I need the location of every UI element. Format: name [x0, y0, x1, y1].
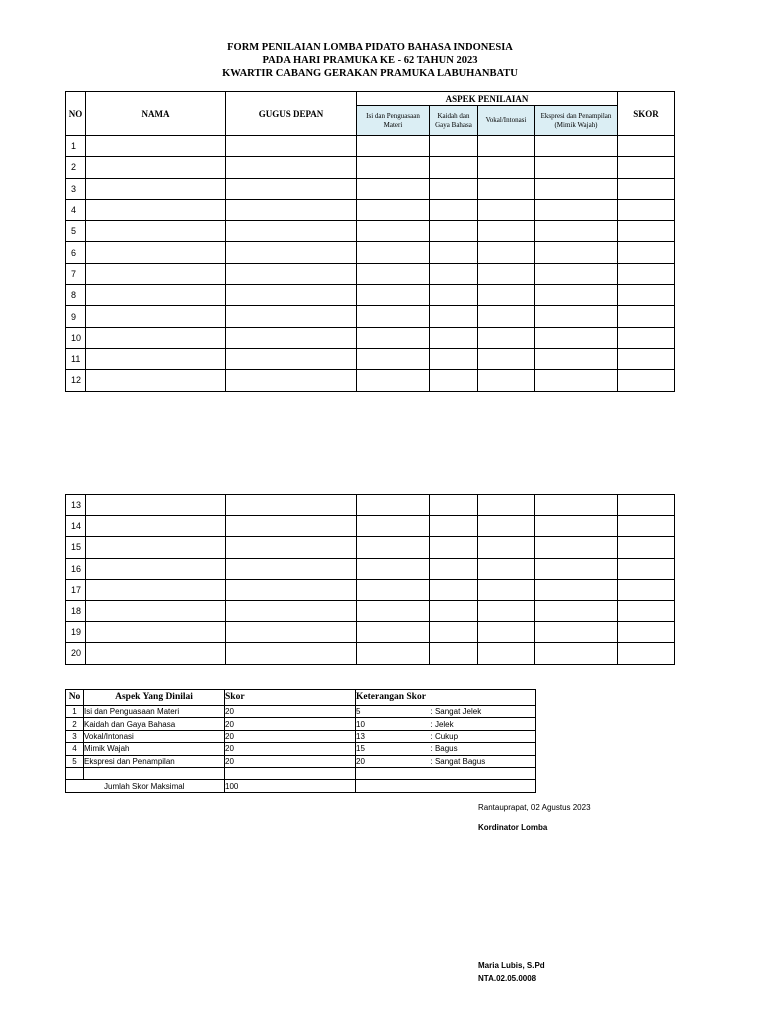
table-body-part2 — [66, 495, 675, 665]
gugus-depan-cell[interactable] — [226, 558, 357, 579]
row-no: 2 — [66, 157, 86, 178]
score-row-no: 2 — [66, 718, 84, 730]
aspek-4-cell[interactable] — [535, 495, 618, 516]
table-row — [66, 242, 675, 263]
aspek-3-cell[interactable] — [478, 136, 535, 157]
aspek-2-cell[interactable] — [430, 370, 478, 391]
score-header-no: No — [66, 690, 84, 706]
table-row — [66, 600, 675, 621]
nama-cell[interactable] — [86, 242, 226, 263]
score-row — [66, 730, 536, 742]
aspek-3-cell[interactable] — [478, 622, 535, 643]
score-row — [66, 755, 536, 767]
place-date: Rantauprapat, 02 Agustus 2023 — [478, 803, 591, 812]
header-aspek-3: Vokal/Intonasi — [478, 106, 535, 136]
aspek-4-cell[interactable] — [535, 136, 618, 157]
skor-cell[interactable] — [618, 622, 675, 643]
nama-cell[interactable] — [86, 199, 226, 220]
aspek-3-cell[interactable] — [478, 370, 535, 391]
skor-cell[interactable] — [618, 643, 675, 664]
total-value: 100 — [225, 780, 356, 792]
gugus-depan-cell[interactable] — [226, 285, 357, 306]
score-header-skor: Skor — [225, 690, 356, 706]
skor-cell[interactable] — [618, 327, 675, 348]
score-header-keterangan-blank — [431, 690, 536, 706]
form-title — [150, 41, 590, 80]
score-row-skor: 20 — [225, 706, 356, 718]
aspek-3-cell[interactable] — [478, 558, 535, 579]
score-row-aspek: Mimik Wajah — [84, 743, 225, 755]
aspek-1-cell[interactable] — [357, 558, 430, 579]
header-aspek-2: Kaidah dan Gaya Bahasa — [430, 106, 478, 136]
aspek-1-cell[interactable] — [357, 622, 430, 643]
row-no: 15 — [66, 537, 86, 558]
gugus-depan-cell[interactable] — [226, 348, 357, 369]
aspek-2-cell[interactable] — [430, 495, 478, 516]
table-row — [66, 157, 675, 178]
score-rows — [66, 706, 536, 768]
aspek-4-cell[interactable] — [535, 370, 618, 391]
aspek-1-cell[interactable] — [357, 370, 430, 391]
gugus-depan-cell[interactable] — [226, 327, 357, 348]
aspek-2-cell[interactable] — [430, 558, 478, 579]
skor-cell[interactable] — [618, 579, 675, 600]
aspek-2-cell[interactable] — [430, 221, 478, 242]
aspek-2-cell[interactable] — [430, 579, 478, 600]
aspek-2-cell[interactable] — [430, 516, 478, 537]
gugus-depan-cell[interactable] — [226, 242, 357, 263]
aspek-4-cell[interactable] — [535, 516, 618, 537]
score-row-nilai: 15 — [356, 743, 431, 755]
gugus-depan-cell[interactable] — [226, 370, 357, 391]
aspek-3-cell[interactable] — [478, 199, 535, 220]
gugus-depan-cell[interactable] — [226, 157, 357, 178]
nama-cell[interactable] — [86, 136, 226, 157]
score-row-no: 4 — [66, 743, 84, 755]
score-row-aspek: Ekspresi dan Penampilan — [84, 755, 225, 767]
aspek-2-cell[interactable] — [430, 537, 478, 558]
nama-cell[interactable] — [86, 579, 226, 600]
table-row — [66, 537, 675, 558]
aspek-4-cell[interactable] — [535, 221, 618, 242]
gugus-depan-cell[interactable] — [226, 178, 357, 199]
aspek-3-cell[interactable] — [478, 285, 535, 306]
aspek-3-cell[interactable] — [478, 600, 535, 621]
aspek-3-cell[interactable] — [478, 327, 535, 348]
aspek-3-cell[interactable] — [478, 643, 535, 664]
table-row — [66, 136, 675, 157]
skor-cell[interactable] — [618, 306, 675, 327]
row-no: 18 — [66, 600, 86, 621]
gugus-depan-cell[interactable] — [226, 221, 357, 242]
score-blank-cell — [225, 767, 356, 779]
nama-cell[interactable] — [86, 495, 226, 516]
skor-cell[interactable] — [618, 516, 675, 537]
row-no: 14 — [66, 516, 86, 537]
row-no: 13 — [66, 495, 86, 516]
aspek-2-cell[interactable] — [430, 285, 478, 306]
score-blank-cell — [84, 767, 225, 779]
total-label: Jumlah Skor Maksimal — [66, 780, 225, 792]
score-row-aspek: Kaidah dan Gaya Bahasa — [84, 718, 225, 730]
aspek-2-cell[interactable] — [430, 622, 478, 643]
score-row-skor: 20 — [225, 718, 356, 730]
aspek-4-cell[interactable] — [535, 285, 618, 306]
nama-cell[interactable] — [86, 221, 226, 242]
header-gugus-depan: GUGUS DEPAN — [226, 92, 357, 136]
aspek-2-cell[interactable] — [430, 178, 478, 199]
aspek-3-cell[interactable] — [478, 221, 535, 242]
nama-cell[interactable] — [86, 643, 226, 664]
aspek-1-cell[interactable] — [357, 348, 430, 369]
skor-cell[interactable] — [618, 348, 675, 369]
score-header-keterangan: Keterangan Skor — [356, 690, 431, 706]
aspek-1-cell[interactable] — [357, 600, 430, 621]
aspek-4-cell[interactable] — [535, 558, 618, 579]
score-blank-cell — [356, 767, 431, 779]
coordinator-role: Kordinator Lomba — [478, 823, 548, 832]
skor-cell[interactable] — [618, 263, 675, 284]
score-row — [66, 706, 536, 718]
aspek-1-cell[interactable] — [357, 643, 430, 664]
row-no: 7 — [66, 263, 86, 284]
skor-cell[interactable] — [618, 157, 675, 178]
aspek-3-cell[interactable] — [478, 516, 535, 537]
table-row — [66, 199, 675, 220]
score-row-skor: 20 — [225, 730, 356, 742]
header-aspek-4: Ekspresi dan Penampilan (Mimik Wajah) — [535, 106, 618, 136]
score-row-no: 5 — [66, 755, 84, 767]
score-reference-table — [65, 689, 536, 793]
score-header-aspek: Aspek Yang Dinilai — [84, 690, 225, 706]
aspek-1-cell[interactable] — [357, 136, 430, 157]
nama-cell[interactable] — [86, 558, 226, 579]
aspek-3-cell[interactable] — [478, 157, 535, 178]
score-blank-cell — [431, 767, 536, 779]
aspek-3-cell[interactable] — [478, 537, 535, 558]
table-row — [66, 178, 675, 199]
aspek-4-cell[interactable] — [535, 600, 618, 621]
row-no: 20 — [66, 643, 86, 664]
aspek-4-cell[interactable] — [535, 242, 618, 263]
assessment-table-continued — [65, 494, 675, 665]
table-row — [66, 558, 675, 579]
table-row — [66, 370, 675, 391]
aspek-2-cell[interactable] — [430, 157, 478, 178]
skor-cell[interactable] — [618, 199, 675, 220]
score-row-no: 1 — [66, 706, 84, 718]
aspek-4-cell[interactable] — [535, 622, 618, 643]
aspek-4-cell[interactable] — [535, 327, 618, 348]
aspek-1-cell[interactable] — [357, 178, 430, 199]
table-row — [66, 285, 675, 306]
aspek-2-cell[interactable] — [430, 306, 478, 327]
aspek-3-cell[interactable] — [478, 178, 535, 199]
aspek-1-cell[interactable] — [357, 495, 430, 516]
score-row-keterangan: : Cukup — [431, 730, 536, 742]
title-line-1: FORM PENILAIAN LOMBA PIDATO BAHASA INDONESIA — [227, 42, 513, 53]
aspek-4-cell[interactable] — [535, 157, 618, 178]
aspek-4-cell[interactable] — [535, 199, 618, 220]
aspek-1-cell[interactable] — [357, 327, 430, 348]
row-no: 17 — [66, 579, 86, 600]
skor-cell[interactable] — [618, 242, 675, 263]
gugus-depan-cell[interactable] — [226, 263, 357, 284]
header-nama: NAMA — [86, 92, 226, 136]
aspek-2-cell[interactable] — [430, 136, 478, 157]
aspek-1-cell[interactable] — [357, 285, 430, 306]
nama-cell[interactable] — [86, 516, 226, 537]
table-row — [66, 348, 675, 369]
gugus-depan-cell[interactable] — [226, 537, 357, 558]
score-row-aspek: Vokal/Intonasi — [84, 730, 225, 742]
gugus-depan-cell[interactable] — [226, 579, 357, 600]
table-row — [66, 643, 675, 664]
nama-cell[interactable] — [86, 327, 226, 348]
skor-cell[interactable] — [618, 178, 675, 199]
gugus-depan-cell[interactable] — [226, 516, 357, 537]
skor-cell[interactable] — [618, 285, 675, 306]
aspek-3-cell[interactable] — [478, 263, 535, 284]
header-aspek-1: Isi dan Penguasaan Materi — [357, 106, 430, 136]
aspek-4-cell[interactable] — [535, 579, 618, 600]
row-no: 10 — [66, 327, 86, 348]
gugus-depan-cell[interactable] — [226, 600, 357, 621]
row-no: 8 — [66, 285, 86, 306]
header-aspek-penilaian: ASPEK PENILAIAN — [357, 92, 618, 106]
score-row — [66, 743, 536, 755]
table-row — [66, 579, 675, 600]
skor-cell[interactable] — [618, 136, 675, 157]
nama-cell[interactable] — [86, 306, 226, 327]
aspek-2-cell[interactable] — [430, 348, 478, 369]
row-no: 5 — [66, 221, 86, 242]
aspek-3-cell[interactable] — [478, 579, 535, 600]
aspek-1-cell[interactable] — [357, 221, 430, 242]
gugus-depan-cell[interactable] — [226, 622, 357, 643]
aspek-4-cell[interactable] — [535, 263, 618, 284]
aspek-3-cell[interactable] — [478, 348, 535, 369]
aspek-2-cell[interactable] — [430, 643, 478, 664]
aspek-1-cell[interactable] — [357, 537, 430, 558]
coordinator-nta: NTA.02.05.0008 — [478, 974, 537, 983]
header-no: NO — [66, 92, 86, 136]
aspek-1-cell[interactable] — [357, 263, 430, 284]
score-row-keterangan: : Bagus — [431, 743, 536, 755]
aspek-1-cell[interactable] — [357, 516, 430, 537]
score-row-keterangan: : Sangat Bagus — [431, 755, 536, 767]
score-row-aspek: Isi dan Penguasaan Materi — [84, 706, 225, 718]
total-blank — [356, 780, 536, 792]
score-row-nilai: 10 — [356, 718, 431, 730]
aspek-3-cell[interactable] — [478, 242, 535, 263]
nama-cell[interactable] — [86, 178, 226, 199]
row-no: 19 — [66, 622, 86, 643]
skor-cell[interactable] — [618, 558, 675, 579]
row-no: 3 — [66, 178, 86, 199]
score-row-nilai: 13 — [356, 730, 431, 742]
skor-cell[interactable] — [618, 221, 675, 242]
gugus-depan-cell[interactable] — [226, 643, 357, 664]
skor-cell[interactable] — [618, 537, 675, 558]
table-row — [66, 263, 675, 284]
aspek-3-cell[interactable] — [478, 306, 535, 327]
gugus-depan-cell[interactable] — [226, 495, 357, 516]
table-body-part1 — [66, 136, 675, 392]
aspek-2-cell[interactable] — [430, 263, 478, 284]
coordinator-name: Maria Lubis, S.Pd — [478, 961, 545, 970]
score-row-skor: 20 — [225, 743, 356, 755]
score-row-skor: 20 — [225, 755, 356, 767]
row-no: 1 — [66, 136, 86, 157]
row-no: 12 — [66, 370, 86, 391]
row-no: 6 — [66, 242, 86, 263]
score-row — [66, 718, 536, 730]
row-no: 9 — [66, 306, 86, 327]
title-line-3: KWARTIR CABANG GERAKAN PRAMUKA LABUHANBATU — [222, 68, 518, 79]
aspek-4-cell[interactable] — [535, 178, 618, 199]
table-row — [66, 221, 675, 242]
score-row-nilai: 5 — [356, 706, 431, 718]
aspek-1-cell[interactable] — [357, 579, 430, 600]
gugus-depan-cell[interactable] — [226, 199, 357, 220]
assessment-table — [65, 91, 675, 392]
nama-cell[interactable] — [86, 370, 226, 391]
gugus-depan-cell[interactable] — [226, 136, 357, 157]
score-row-keterangan: : Sangat Jelek — [431, 706, 536, 718]
aspek-2-cell[interactable] — [430, 600, 478, 621]
nama-cell[interactable] — [86, 263, 226, 284]
aspek-1-cell[interactable] — [357, 306, 430, 327]
nama-cell[interactable] — [86, 285, 226, 306]
aspek-4-cell[interactable] — [535, 306, 618, 327]
aspek-4-cell[interactable] — [535, 348, 618, 369]
title-line-2: PADA HARI PRAMUKA KE - 62 TAHUN 2023 — [262, 55, 478, 66]
nama-cell[interactable] — [86, 348, 226, 369]
score-row-no: 3 — [66, 730, 84, 742]
skor-cell[interactable] — [618, 600, 675, 621]
nama-cell[interactable] — [86, 157, 226, 178]
table-row — [66, 622, 675, 643]
aspek-3-cell[interactable] — [478, 495, 535, 516]
row-no: 11 — [66, 348, 86, 369]
aspek-2-cell[interactable] — [430, 199, 478, 220]
score-blank-cell — [66, 767, 84, 779]
table-row — [66, 516, 675, 537]
nama-cell[interactable] — [86, 622, 226, 643]
gugus-depan-cell[interactable] — [226, 306, 357, 327]
aspek-1-cell[interactable] — [357, 199, 430, 220]
row-no: 16 — [66, 558, 86, 579]
row-no: 4 — [66, 199, 86, 220]
aspek-1-cell[interactable] — [357, 242, 430, 263]
aspek-1-cell[interactable] — [357, 157, 430, 178]
aspek-2-cell[interactable] — [430, 327, 478, 348]
table-row — [66, 306, 675, 327]
skor-cell[interactable] — [618, 495, 675, 516]
nama-cell[interactable] — [86, 537, 226, 558]
table-row — [66, 495, 675, 516]
score-row-keterangan: : Jelek — [431, 718, 536, 730]
aspek-4-cell[interactable] — [535, 537, 618, 558]
skor-cell[interactable] — [618, 370, 675, 391]
score-row-nilai: 20 — [356, 755, 431, 767]
aspek-2-cell[interactable] — [430, 242, 478, 263]
aspek-4-cell[interactable] — [535, 643, 618, 664]
header-skor: SKOR — [618, 92, 675, 136]
nama-cell[interactable] — [86, 600, 226, 621]
table-row — [66, 327, 675, 348]
